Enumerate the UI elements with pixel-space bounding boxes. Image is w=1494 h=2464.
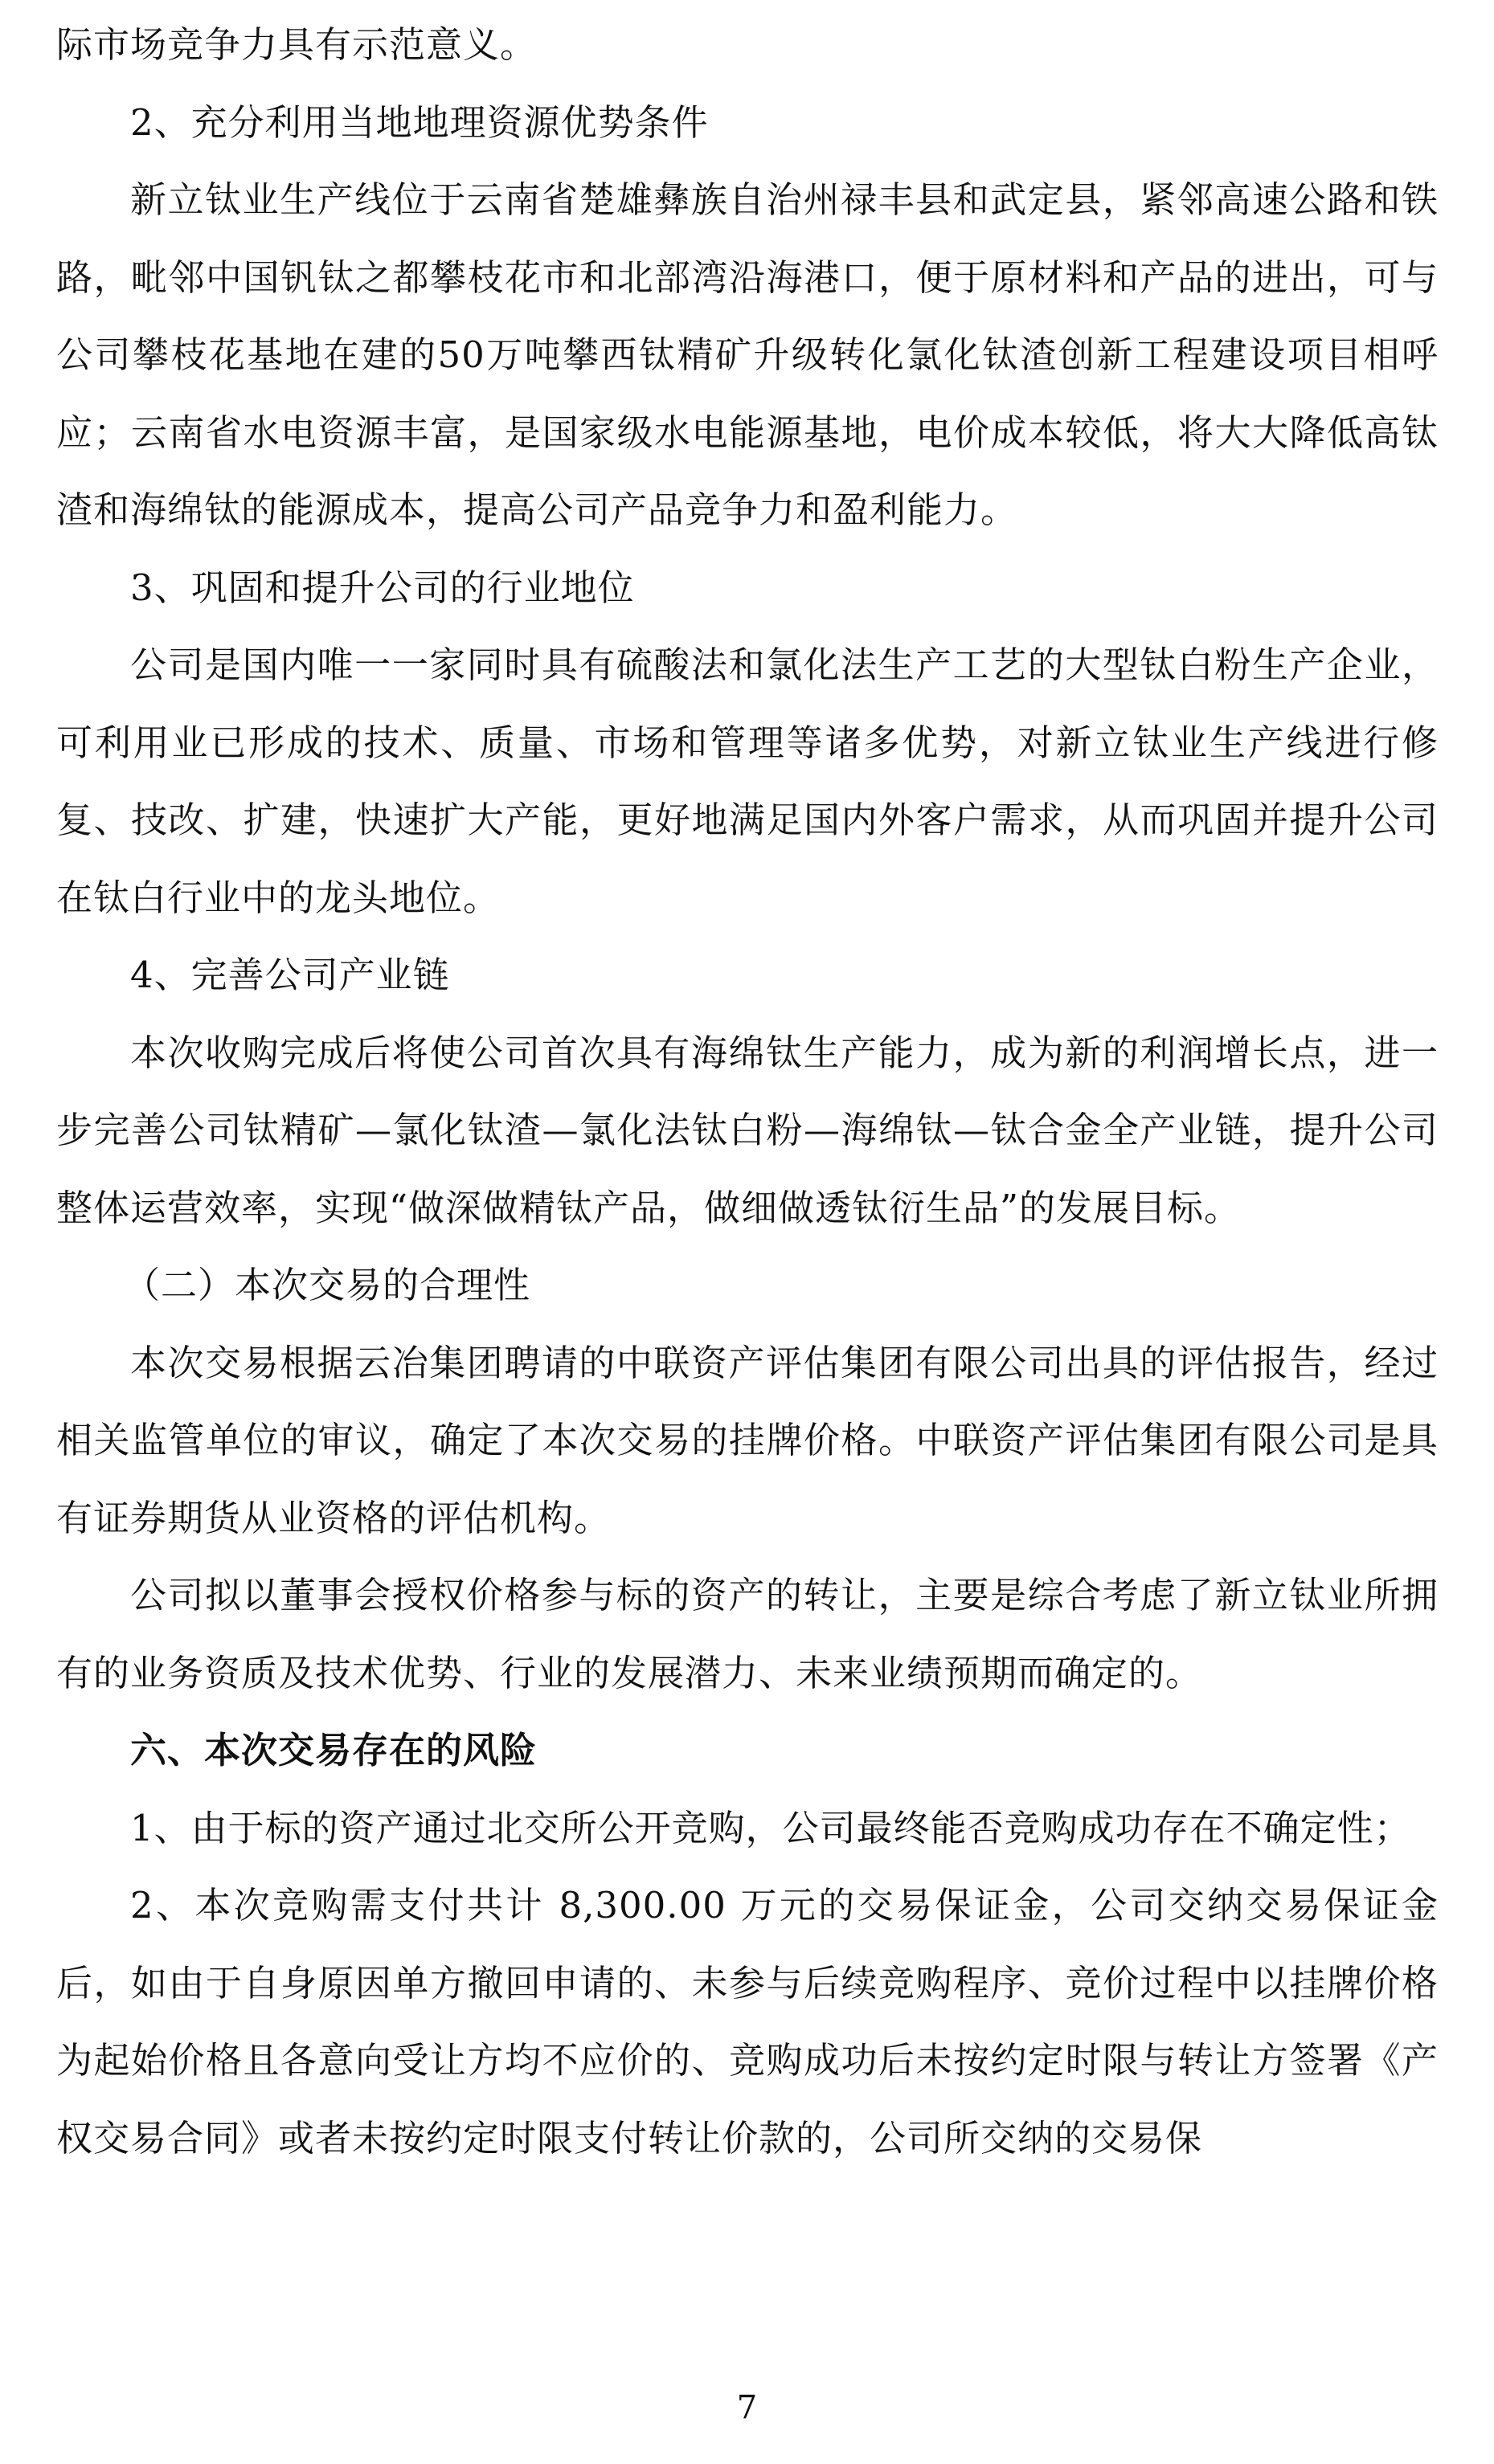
subheading-industry-chain: 4、完善公司产业链 <box>130 954 450 996</box>
section-heading-risks: 六、本次交易存在的风险 <box>130 1729 538 1771</box>
paragraph-valuation-report: 本次交易根据云冶集团聘请的中联资产评估集团有限公司出具的评估报告，经过相关监管单位的审议，确定了本次交易的挂牌价格。中联资产评估集团有限公司是具有证券期货从业资格的评估机构。 <box>56 1341 1439 1539</box>
subheading-transaction-rationality: （二）本次交易的合理性 <box>124 1264 531 1306</box>
paragraph-industry-chain: 本次收购完成后将使公司首次具有海绵钛生产能力，成为新的利润增长点，进一步完善公司钛精矿—氯化钛渣—氯化法钛白粉—海绵钛—钛合金全产业链，提升公司整体运营效率，实现“做深做精钛产品，做细做透钛衍生品”的发展目标。 <box>56 1031 1439 1229</box>
page-number: 7 <box>736 2389 758 2426</box>
paragraph-continuation: 际市场竞争力具有示范意义。 <box>56 23 538 66</box>
subheading-industry-position: 3、巩固和提升公司的行业地位 <box>130 566 635 609</box>
paragraph-resource-advantage: 新立钛业生产线位于云南省楚雄彝族自治州禄丰县和武定县，紧邻高速公路和铁路，毗邻中国钒钛之都攀枝花市和北部湾沿海港口，便于原材料和产品的进出，可与公司攀枝花基地在建的50万吨攀西钛精矿升级转化氯化钛渣创新工程建设项目相呼应；云南省水电资源丰富，是国家级水电能源基地，电价成本较低，将大大降低高钛渣和海绵钛的能源成本，提高公司产品竞争力和盈利能力。 <box>56 178 1439 531</box>
paragraph-risk-1: 1、由于标的资产通过北交所公开竞购，公司最终能否竞购成功存在不确定性； <box>130 1806 1411 1849</box>
paragraph-risk-2: 2、本次竞购需支付共计 8,300.00 万元的交易保证金，公司交纳交易保证金后，如由于自身原因单方撤回申请的、未参与后续竞购程序、竞价过程中以挂牌价格为起始价格且各意向受让方均不应价的、竞购成功后未按约定时限与转让方签署《产权交易合同》或者未按约定时限支付转让价款的，公司所交纳的交易保 <box>56 1884 1439 2160</box>
paragraph-industry-position: 公司是国内唯一一家同时具有硫酸法和氯化法生产工艺的大型钛白粉生产企业，可利用业已形成的技术、质量、市场和管理等诸多优势，对新立钛业生产线进行修复、技改、扩建，快速扩大产能，更好地满足国内外客户需求，从而巩固并提升公司在钛白行业中的龙头地位。 <box>56 644 1439 919</box>
subheading-resource-advantage: 2、充分利用当地地理资源优势条件 <box>130 100 709 144</box>
paragraph-board-authorization: 公司拟以董事会授权价格参与标的资产的转让，主要是综合考虑了新立钛业所拥有的业务资质及技术优势、行业的发展潜力、未来业绩预期而确定的。 <box>56 1574 1439 1694</box>
document-body <box>56 6 1439 2177</box>
